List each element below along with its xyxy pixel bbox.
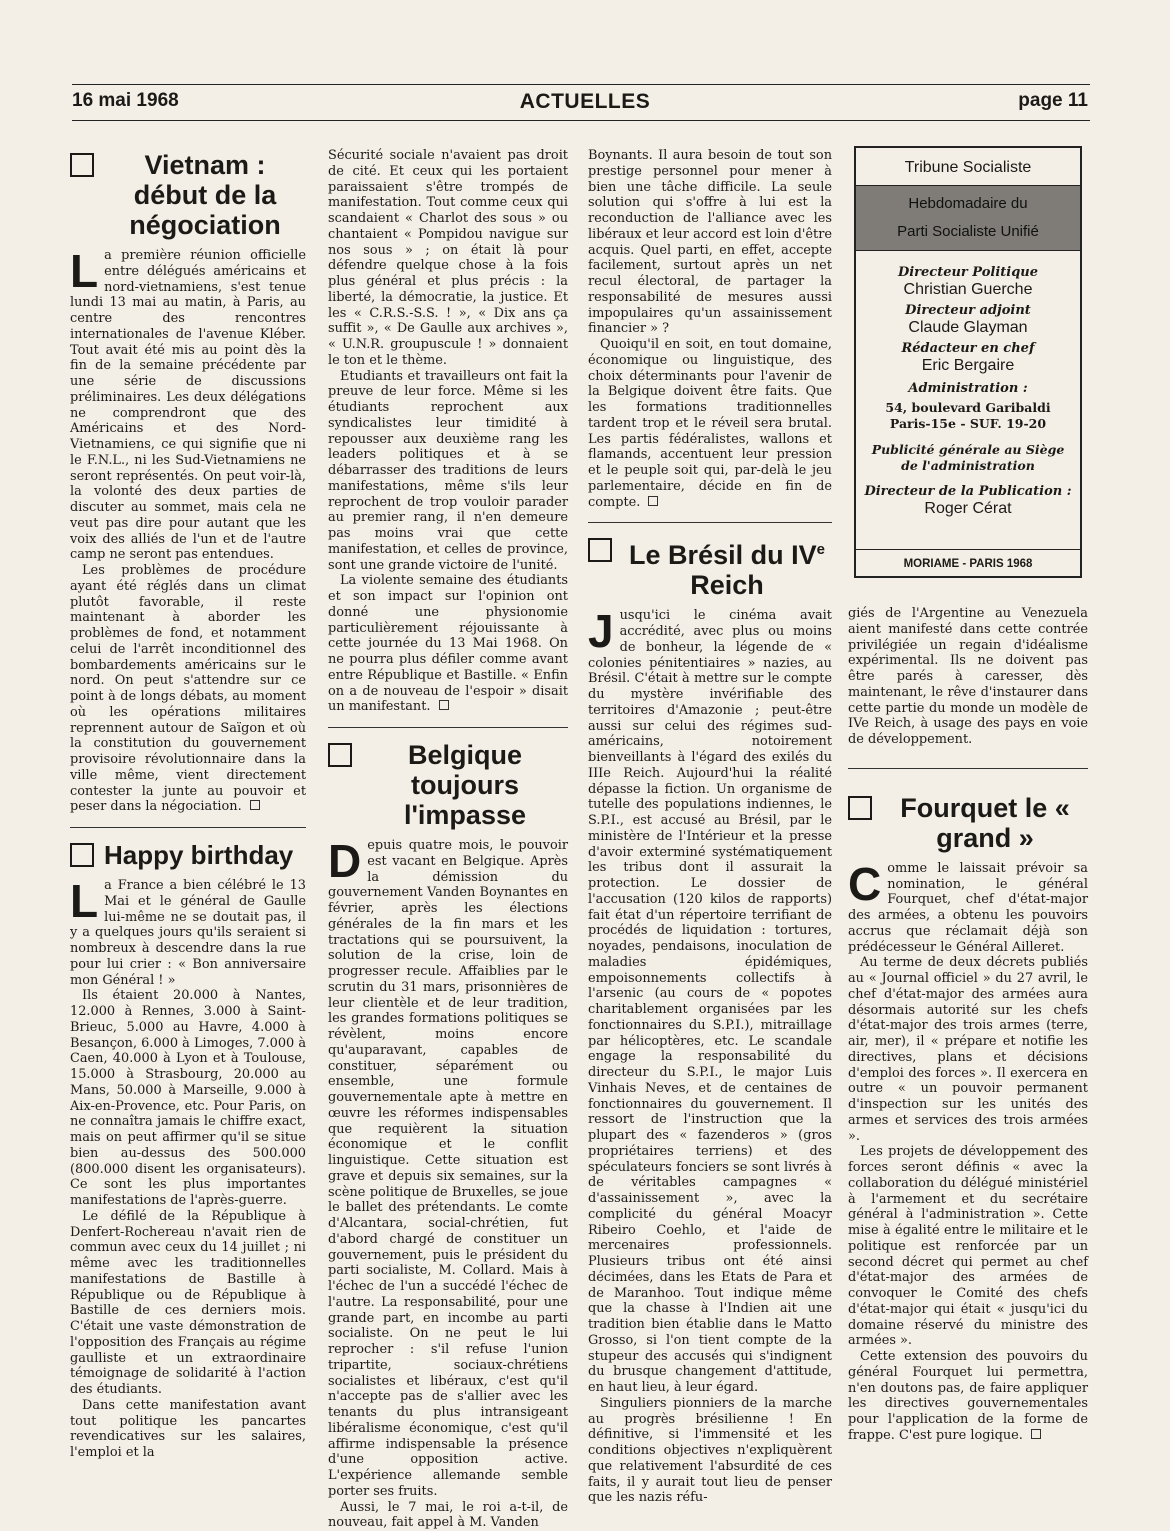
bresil-title: Le Brésil du IVe Reich <box>622 535 832 600</box>
birthday-paragraph: Sécurité sociale n'avaient pas droit de cité. Et ceux qui les portaient paraissaient s'être trompés de manifestation. Tout comme ceux qui scandaient « Charlot des sous » ou chantaient « Pompidou navigue sur nos sous » ; on était là pour défendre quelque chose à la fois plus général et plus précis : la liberté, la démocratie, la justice. Et les « C.R.S.-S.S. ! », « Dix ans ça suffit », « De Gaulle aux archives », « U.N.R. groupuscule ! » donnaient le ton et le thème. <box>328 148 568 369</box>
end-box-icon <box>250 800 260 810</box>
header-rule-top <box>72 84 1090 85</box>
birthday-paragraph: La violente semaine des étudiants et son impact sur l'opinion ont donné une physionomie particulièrement réjouissante à cette journée du 13 Mai 1968. On ne pourra plus défiler comme avant entre République et Bastille. « Enfin on a de nouveau de l'espoir » disait un manifestant. <box>328 573 568 715</box>
page-number: page 11 <box>1018 90 1088 112</box>
birthday-dropcap: L <box>70 881 98 921</box>
publisher-name: Roger Cérat <box>856 499 1080 518</box>
address-line-2: Paris-15e - SUF. 19-20 <box>856 416 1080 432</box>
bresil-headline <box>588 535 832 600</box>
editor-label: Rédacteur en chef <box>856 341 1080 356</box>
birthday-paragraph: Le défilé de la République à Denfert-Rochereau n'avait rien de commun avec ceux du 14 juillet ; ni même avec les traditionnelles manifestations de Bastille à République ou de République à Bastille de ces derniers mois. C'était une vaste démonstration de l'opposition des Français au régime gaulliste et un extraordinaire témoignage de solidarité à l'action des étudiants. <box>70 1209 306 1398</box>
column-3 <box>588 148 832 1506</box>
end-box-icon <box>648 496 658 506</box>
deputy-director-name: Claude Glayman <box>856 318 1080 337</box>
article-separator <box>328 727 568 728</box>
end-box-icon <box>1031 1429 1041 1439</box>
fourquet-paragraph: Comme le laissait prévoir sa nomination, le général Fourquet, chef d'état-major des armées, a obtenu les pouvoirs accrus que réclamait déjà son prédécesseur le Général Ailleret. <box>848 861 1088 956</box>
vietnam-paragraph: Les problèmes de procédure ayant été réglés dans un climat plutôt favorable, il reste maintenant à aborder les problèmes de fond, et notamment celui de l'arrêt inconditionnel des bombardements américains sur le nord. On peut s'attendre sur ce point à de longs débats, au moment où les opérations militaires reprennent autour de Saïgon et où la constitution du gouvernement provisoire révolutionnaire dans la ville même, vient directement contester la junte au pouvoir et peser dans la négociation. <box>70 563 306 815</box>
publication-name: Tribune Socialiste <box>856 148 1080 185</box>
fourquet-paragraph: Cette extension des pouvoirs du général Fourquet lui permettra, n'en doutons pas, de faire appliquer les directives gouvernementales pour l'application de la forme de frappe. C'est pure logique. <box>848 1349 1088 1444</box>
publication-info-box <box>854 146 1082 578</box>
publication-subtitle-band: Hebdomadaire du Parti Socialiste Unifié <box>856 185 1080 251</box>
vietnam-paragraph: La première réunion officielle entre délégués américains et nord-vietnamiens, s'est tenue lundi 13 mai au matin, à Paris, au centre des rencontres internationales de l'avenue Kléber. Tout avait été mis au point dès la fin de la semaine précédente par une série de discussions préliminaires. Les deux délégations ne comprendront que des Américains et des Nord-Vietnamiens, ce qui signifie que ni le F.N.L., ni les Sud-Vietnamiens ne seront représentés. On peut voir-là, la volonté des deux parties de discuter au sommet, mais cela ne veut pas dire pour autant que les voix des alliés de l'un et de l'autre camp ne seront pas entendues. <box>70 248 306 563</box>
column-2 <box>328 148 568 1531</box>
advertising-line-1: Publicité générale au Siège <box>856 442 1080 458</box>
birthday-headline <box>70 840 306 870</box>
advertising-line-2: de l'administration <box>856 458 1080 474</box>
birthday-paragraph: Ils étaient 20.000 à Nantes, 12.000 à Rennes, 3.000 à Saint-Brieuc, 5.000 au Havre, 4.000 à Besançon, 6.000 à Limoges, 7.000 à Caen, 40.000 à Lyon et à Toulouse, 15.000 à Strasbourg, 20.000 au Mans, 50.000 à Marseille, 9.000 à Aix-en-Provence, etc. Pour Paris, on ne connaîtra jamais le chiffre exact, mais on peut affirmer qu'il se situe bien au-dessus des 500.000 (800.000 disent les organisateurs). Ce sont les plus importantes manifestations de l'après-guerre. <box>70 988 306 1209</box>
fourquet-headline <box>848 793 1088 853</box>
fourquet-dropcap: C <box>848 864 881 904</box>
address-line-1: 54, boulevard Garibaldi <box>856 400 1080 416</box>
bresil-paragraph: Singuliers pionniers de la marche au progrès brésilienne ! En définitive, si l'immensité et les conditions objectives n'expliquèrent que relativement l'absurdité de ces faits, il y aurait tout lieu de penser que les nazis réfu- <box>588 1396 832 1506</box>
political-director-label: Directeur Politique <box>856 265 1080 280</box>
vietnam-title: Vietnam : début de la négociation <box>104 150 306 240</box>
column-1 <box>70 148 306 1461</box>
belgique-title: Belgique toujours l'impasse <box>362 740 568 830</box>
bresil-paragraph: giés de l'Argentine au Venezuela aient manifesté dans cette contrée privilégiée un regain d'idéalisme expérimental. Ils ne doivent pas être parés à caresser, dès maintenant, le rêve d'instaurer dans cette partie du monde un modèle de IVe Reich, à usage des pays en voie de développement. <box>848 606 1088 748</box>
section-title: ACTUELLES <box>0 90 1170 114</box>
political-director-name: Christian Guerche <box>856 280 1080 299</box>
headline-box-icon <box>70 843 94 867</box>
vietnam-headline <box>70 150 306 240</box>
belgique-paragraph: Boynants. Il aura besoin de tout son prestige personnel pour mener à bien une tâche difficile. La seule solution qui s'offre à lui est la reconduction de l'alliance avec les libéraux et leur accord est loin d'être acquis. Quel parti, en effet, accepte facilement, surtout après un net recul électoral, de partager la responsabilité de mesures aussi impopulaires qu'un assainissement financier » ? <box>588 148 832 337</box>
deputy-director-label: Directeur adjoint <box>856 303 1080 318</box>
headline-box-icon <box>328 743 352 767</box>
editor-name: Eric Bergaire <box>856 356 1080 375</box>
article-separator <box>70 827 306 828</box>
bresil-dropcap: J <box>588 611 614 651</box>
bresil-paragraph: Jusqu'ici le cinéma avait accrédité, avec plus ou moins de bonheur, la légende de « colonies pénitentiaires » nazies, au Brésil. C'était à mettre sur le compte du mystère invérifiable des territoires d'Amazonie ; peut-être aussi sur celui des régimes sud-américains, notoirement bienveillants à l'égard des exilés du IIIe Reich. Aujourd'hui la réalité dépasse la fiction. Un organisme de tutelle des populations indiennes, le S.P.I., est accusé au Brésil, par le ministère de l'Intérieur et la presse d'avoir exterminé systématiquement les tribus dont il assurait la protection. Le dossier de l'accusation (120 kilos de rapports) fait état d'un répertoire terrifiant de procédés de liquidation : tortures, noyades, pendaisons, inoculation de maladies épidémiques, empoisonnements collectifs à l'arsenic (au cours de « popotes charitablement organisées par les fonctionnaires du S.P.I.), mitraillage par hélicoptères, etc. Le scandale engage la responsabilité du directeur du S.P.I., le major Luis Vinhais Neves, et de centaines de fonctionnaires du gouvernement. Il ressort de l'instruction que la plupart des « fazenderos » (gros propriétaires terriens) et des spéculateurs fonciers se sont livrés à de véritables campagnes « d'assainissement », avec la complicité du général Moacyr Ribeiro Coehlo, et l'aide de mercenaires professionnels. Plusieurs tribus ont été ainsi décimées, dans les Etats de Para et de Maranhoo. Tout indique même que la chasse à l'Indien ait une tradition bien établie dans le Matto Grosso, si l'on tient compte de la stupeur des accusés qui s'indignent du brusque changement d'attitude, en haut lieu, à leur égard. <box>588 608 832 1396</box>
headline-box-icon <box>588 538 612 562</box>
birthday-title: Happy birthday <box>104 840 306 870</box>
article-separator <box>848 768 1088 769</box>
belgique-paragraph: Quoiqu'il en soit, en tout domaine, économique ou linguistique, des choix déterminants pour l'avenir de la Belgique doivent être faits. Que les formations traditionnelles tardent trop et le réveil sera brutal. Les partis fédéralistes, wallons et flamands, accentuent leur pression et le peuple soit qui, par-delà le jeu parlementaire, décide en fin de compte. <box>588 337 832 510</box>
belgique-paragraph: Depuis quatre mois, le pouvoir est vacant en Belgique. Après la démission du gouvernement Vanden Boynantes en février, après les élections générales de la fin mars et les tractations qui se poursuivent, la solution de la crise, loin de progresser recule. Affaiblies par le scrutin du 31 mars, prisonnières de leur clientèle et de leur tradition, les grandes formations politiques se révèlent, moins encore qu'auparavant, capables de constituer, séparément ou ensemble, une formule gouvernementale apte à mettre en œuvre les réformes indispensables que requièrent la situation économique et le conflit linguistique. Cette situation est grave et depuis six semaines, sur la scène politique de Bruxelles, se joue le ballet des prétendants. Le comte d'Alcantara, social-chrétien, fut d'abord chargé de constituer un gouvernement, puis le président du parti socialiste, M. Collard. Mais à l'échec de l'un a succédé l'échec de l'autre. La responsabilité, pour une grande part, en incombe au parti socialiste. On ne peut le lui reprocher : s'il refuse l'union tripartite, sociaux-chrétiens socialistes et libéraux, c'est qu'il n'accepte pas de s'allier avec les tenants du plus intransigeant libéralisme économique, c'est qu'il affirme indispensable la présence d'une opposition active. L'expérience allemande semble porter ses fruits. <box>328 838 568 1500</box>
end-box-icon <box>439 700 449 710</box>
headline-box-icon <box>70 153 94 177</box>
article-separator <box>588 522 832 523</box>
belgique-dropcap: D <box>328 841 361 881</box>
page-date: 16 mai 1968 <box>72 90 179 112</box>
birthday-paragraph: La France a bien célébré le 13 Mai et le général de Gaulle lui-même ne se doutait pas, il y a quelques jours qu'ils seraient si nombreux à descendre dans la rue pour lui crier : « Bon anniversaire mon Général ! » <box>70 878 306 988</box>
headline-box-icon <box>848 796 872 820</box>
birthday-paragraph: Etudiants et travailleurs ont fait la preuve de leur force. Même si les étudiants reprochent aux syndicalistes leur timidité à repousser aux deuxième rang les leaders politiques et à se débarrasser des traditions de leurs manifestations, même s'ils leur reprochent de trop vouloir parader au premier rang, il n'en demeure pas moins vrai que cette manifestation, et celles de province, sont une grande victoire de l'unité. <box>328 369 568 574</box>
column-4 <box>848 606 1088 1444</box>
header-rule-bottom <box>72 120 1090 121</box>
publisher-label: Directeur de la Publication : <box>856 484 1080 499</box>
printer-line: MORIAME - PARIS 1968 <box>856 549 1080 576</box>
fourquet-paragraph: Au terme de deux décrets publiés au « Journal officiel » du 27 avril, le chef d'état-major des armées aura désormais autorité sur les chefs d'état-major des trois armes (terre, air, mer), il « prépare et notifie les directives, plans et décisions d'emploi des forces ». Il exercera en outre « un pouvoir permanent d'inspection sur les unités des armes et services des trois armées ». <box>848 955 1088 1144</box>
fourquet-paragraph: Les projets de développement des forces seront définis « avec la collaboration du délégué ministériel à l'armement et du secrétaire général à l'administration ». Cette mise à égalité entre le militaire et le politique est renforcée par un second décret qui permet au chef d'état-major des armées de convoquer le Comité des chefs d'état-major qui était « jusqu'ici du domaine réservé du ministre des armées ». <box>848 1144 1088 1349</box>
belgique-paragraph: Aussi, le 7 mai, le roi a-t-il, de nouveau, fait appel à M. Vanden <box>328 1500 568 1531</box>
belgique-headline <box>328 740 568 830</box>
vietnam-dropcap: L <box>70 251 98 291</box>
administration-label: Administration : <box>856 381 1080 396</box>
fourquet-title: Fourquet le « grand » <box>882 793 1088 853</box>
birthday-paragraph: Dans cette manifestation avant tout politique les pancartes revendicatives sur les salaires, l'emploi et la <box>70 1398 306 1461</box>
